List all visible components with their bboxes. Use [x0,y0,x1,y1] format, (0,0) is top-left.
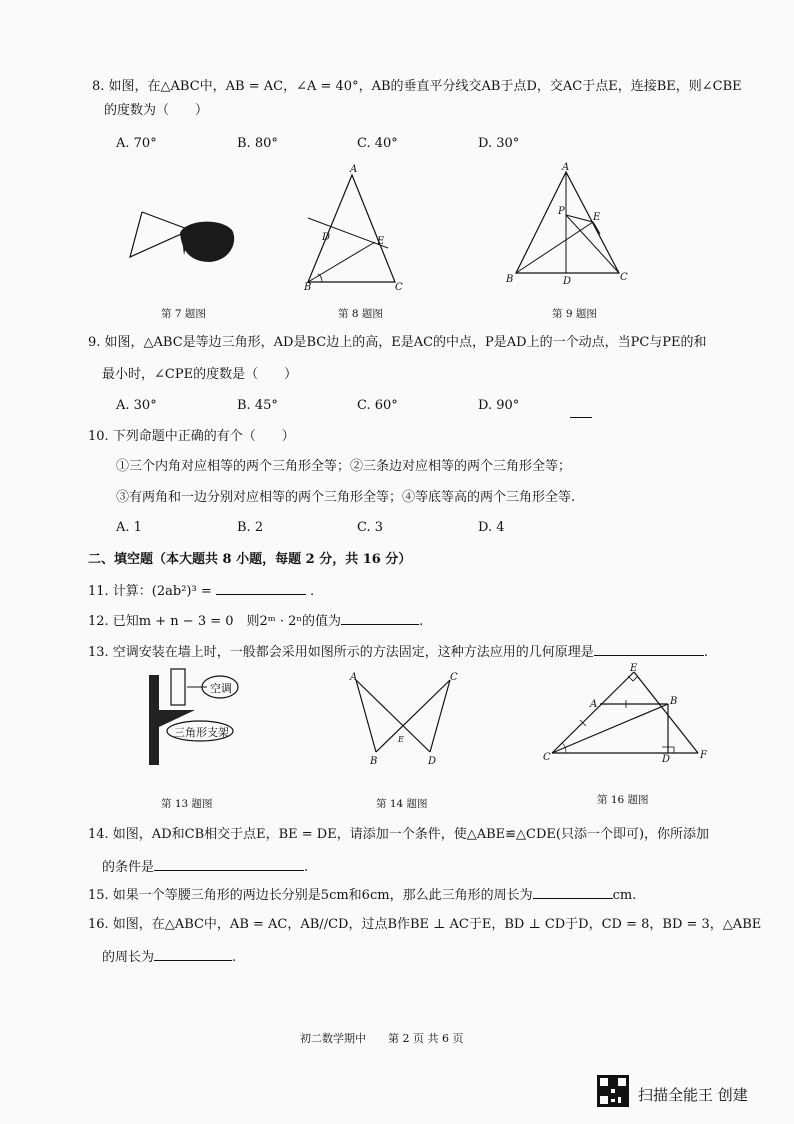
q13-answer-blank[interactable] [594,643,704,656]
q11-end: . [310,584,315,599]
page-footer: 初二数学期中 第 2 页 共 6 页 [300,1032,464,1045]
q8-choice-c: C. 40° [357,136,398,151]
caption-fig8: 第 8 题图 [338,308,383,320]
fig9-label-D: D [563,276,572,287]
fig9-label-P: P [558,206,565,217]
figure-8 [300,160,410,300]
q13-end: . [703,645,708,660]
fig16-label-A: A [590,699,598,710]
fig8-label-B: B [304,282,312,293]
fig13-bubble-bracket: 三角形支架 [174,726,229,739]
q15-answer-blank[interactable] [533,886,613,899]
fig14-label-D: D [428,756,437,767]
figure-16 [540,662,710,765]
q12 [88,612,423,631]
q16-end: . [232,950,237,965]
q12-text: 12. 已知m + n − 3 = 0 则2ᵐ · 2ⁿ的值为 [88,614,342,629]
figure-9 [500,160,640,290]
q8-line2: 的度数为（ ） [104,103,209,118]
fig8-label-A: A [350,164,358,175]
q15 [88,886,636,905]
q10-choice-d: D. 4 [478,520,505,535]
watermark-text: 扫描全能王 创建 [638,1086,748,1104]
fig8-label-E: E [377,236,385,247]
fig9-label-B: B [506,274,514,285]
fig16-label-B: B [670,696,678,707]
q10-line2: ①三个内角对应相等的两个三角形全等；②三条边对应相等的两个三角形全等； [116,459,572,474]
fig16-label-F: F [700,750,707,761]
q16-answer-blank[interactable] [154,948,232,961]
q9-line2: 最小时，∠CPE的度数是（ ） [102,367,298,382]
q11-text: 11. 计算：(2ab²)³ = [88,584,216,599]
q15-text: 15. 如果一个等腰三角形的两边长分别是5cm和6cm，那么此三角形的周长为 [88,888,533,903]
figure-14 [350,670,465,770]
q10-choice-b: B. 2 [237,520,264,535]
q8-choice-b: B. 80° [237,136,278,151]
fig8-label-D: D [322,232,331,243]
q10-choice-a: A. 1 [116,520,142,535]
fig9-label-A: A [562,162,570,173]
q15-end: cm. [612,888,637,903]
q14-answer-blank[interactable] [154,858,304,871]
q8-choice-a: A. 70° [116,136,157,151]
q13 [88,643,708,662]
q14-end: . [304,860,309,875]
q14-line2 [102,858,308,877]
fig16-label-D: D [662,754,671,765]
q8-choice-d: D. 30° [478,136,520,151]
section-title: 二、填空题（本大题共 8 小题，每题 2 分，共 16 分） [88,552,412,567]
fig14-label-B: B [370,756,378,767]
fig8-label-C: C [395,282,403,293]
q9-choice-b: B. 45° [237,398,278,413]
caption-fig13: 第 13 题图 [161,798,213,810]
q14-line2-text: 的条件是 [102,860,155,875]
fig9-label-C: C [620,272,628,283]
q12-answer-blank[interactable] [341,612,419,625]
q8-line1: 8. 如图，在△ABC中，AB = AC，∠A = 40°，AB的垂直平分线交AB于点D，交AC于点E，连接BE，则∠CBE [92,79,742,94]
q9-line1: 9. 如图，△ABC是等边三角形，AD是BC边上的高，E是AC的中点，P是AD上的一个动点，当PC与PE的和 [88,335,707,350]
caption-fig7: 第 7 题图 [161,308,206,320]
figure-7 [120,205,250,275]
fig14-label-C: C [450,672,458,683]
q10-line3: ③有两角和一边分别对应相等的两个三角形全等；④等底等高的两个三角形全等. [116,490,576,505]
caption-fig9: 第 9 题图 [552,308,597,320]
q11 [88,582,314,601]
q10-choice-c: C. 3 [357,520,384,535]
q13-text: 13. 空调安装在墙上时，一般都会采用如图所示的方法固定，这种方法应用的几何原理是 [88,645,594,660]
fig16-label-C: C [543,752,551,763]
caption-fig14: 第 14 题图 [376,798,428,810]
qr-code-icon [597,1075,629,1107]
fig14-label-E: E [398,735,404,744]
q16-line2 [102,948,236,967]
q9-choice-a: A. 30° [116,398,157,413]
caption-fig16: 第 16 题图 [597,794,649,806]
fig13-bubble-ac: 空调 [210,682,232,695]
stray-mark [570,417,592,418]
q9-choice-c: C. 60° [357,398,398,413]
q14-line1: 14. 如图，AD和CB相交于点E，BE = DE，请添加一个条件，使△ABE≌△CDE(只添一个即可)，你所添加 [88,827,710,842]
q10-line1: 10. 下列命题中正确的有个（ ） [88,429,295,444]
figure-13 [145,665,255,770]
fig9-label-E: E [593,212,601,223]
q16-line2-text: 的周长为 [102,950,155,965]
fig16-label-E: E [630,663,638,674]
q11-answer-blank[interactable] [216,582,306,595]
q16-line1: 16. 如图，在△ABC中，AB = AC，AB//CD，过点B作BE ⊥ AC于E，BD ⊥ CD于D，CD = 8，BD = 3，△ABE [88,917,762,932]
q12-end: . [419,614,424,629]
fig14-label-A: A [350,672,358,683]
q9-choice-d: D. 90° [478,398,520,413]
